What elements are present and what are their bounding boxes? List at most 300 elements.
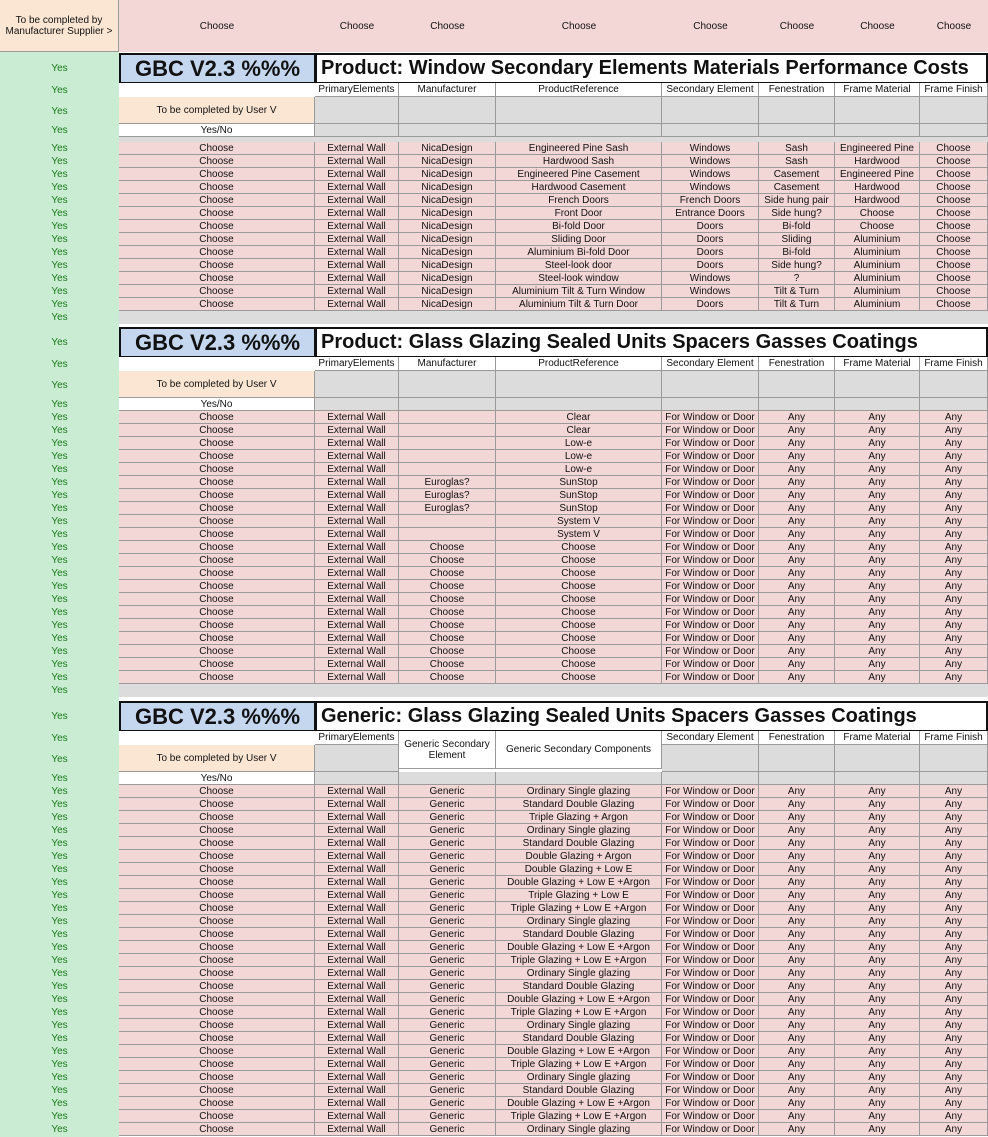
include-dropdown[interactable]: Choose [119,671,315,684]
include-dropdown[interactable]: Choose [119,502,315,515]
data-cell: External Wall [315,233,399,246]
yes-no-label: Yes/No [119,124,315,137]
choose-dropdown[interactable]: Choose [315,0,399,52]
data-cell: For Window or Door [662,554,759,567]
data-cell: Choose [496,658,662,671]
header-grey-cell [920,97,988,124]
include-dropdown[interactable]: Choose [119,437,315,450]
data-cell: Any [920,941,988,954]
include-dropdown[interactable]: Choose [119,463,315,476]
yes-cell: Yes [51,105,68,117]
include-dropdown[interactable]: Choose [119,902,315,915]
data-cell: For Window or Door [662,437,759,450]
data-cell: For Window or Door [662,954,759,967]
column-header: Manufacturer [399,357,496,371]
yes-cell: Yes [51,451,68,462]
yes-cell: Yes [51,208,68,219]
include-dropdown[interactable]: Choose [119,181,315,194]
data-cell: For Window or Door [662,489,759,502]
data-cell: Hardwood [835,194,920,207]
data-cell: Choose [920,207,988,220]
data-cell: Any [835,954,920,967]
include-dropdown[interactable]: Choose [119,528,315,541]
include-dropdown[interactable]: Choose [119,837,315,850]
data-cell: Choose [920,272,988,285]
data-cell: Any [759,941,835,954]
yes-cell: Yes [51,825,68,836]
yes-cell: Yes [51,903,68,914]
data-cell: Engineered Pine Casement [496,168,662,181]
include-dropdown[interactable]: Choose [119,645,315,658]
data-cell: Choose [399,632,496,645]
include-dropdown[interactable]: Choose [119,476,315,489]
include-dropdown[interactable]: Choose [119,1071,315,1084]
data-cell: Any [920,1006,988,1019]
data-cell: Generic [399,1058,496,1071]
include-dropdown[interactable]: Choose [119,272,315,285]
data-cell: For Window or Door [662,915,759,928]
data-cell: Choose [399,580,496,593]
data-cell: Any [759,824,835,837]
data-cell: Any [759,1084,835,1097]
include-dropdown[interactable]: Choose [119,1110,315,1123]
data-cell: Hardwood Sash [496,155,662,168]
blank-cell [119,83,315,97]
data-cell: Ordinary Single glazing [496,915,662,928]
data-cell: Any [835,1071,920,1084]
data-cell: Double Glazing + Low E +Argon [496,876,662,889]
include-dropdown[interactable]: Choose [119,1045,315,1058]
data-cell: Side hung? [759,207,835,220]
data-cell: For Window or Door [662,1058,759,1071]
include-dropdown[interactable]: Choose [119,863,315,876]
data-cell: External Wall [315,285,399,298]
yes-no-label: Yes/No [119,772,315,785]
data-cell: External Wall [315,915,399,928]
data-cell: Any [759,1097,835,1110]
data-cell: Any [920,1123,988,1136]
data-cell: Choose [496,554,662,567]
yes-cell: Yes [51,838,68,849]
data-cell: Choose [496,671,662,684]
data-cell: External Wall [315,1032,399,1045]
data-cell: Tilt & Turn [759,285,835,298]
yes-cell: Yes [51,516,68,527]
data-cell: Any [759,424,835,437]
include-dropdown[interactable]: Choose [119,233,315,246]
yes-cell: Yes [51,438,68,449]
header-grey-cell [496,772,662,785]
data-cell: For Window or Door [662,502,759,515]
yes-cell: Yes [51,195,68,206]
data-cell: Any [835,1032,920,1045]
include-dropdown[interactable]: Choose [119,567,315,580]
data-cell: Clear [496,411,662,424]
data-cell: Any [920,541,988,554]
data-cell: Any [835,1110,920,1123]
data-cell: Bi-fold [759,246,835,259]
yes-cell: Yes [51,234,68,245]
data-cell: Generic [399,967,496,980]
data-cell: For Window or Door [662,889,759,902]
include-dropdown[interactable]: Choose [119,941,315,954]
data-cell: NicaDesign [399,181,496,194]
data-cell: Entrance Doors [662,207,759,220]
data-cell: External Wall [315,798,399,811]
column-header: Fenestration [759,83,835,97]
data-cell: Any [835,1019,920,1032]
data-cell: External Wall [315,142,399,155]
data-cell: External Wall [315,437,399,450]
data-cell: Any [920,554,988,567]
data-cell: Ordinary Single glazing [496,1123,662,1136]
data-cell: Sliding [759,233,835,246]
data-cell: Any [835,811,920,824]
data-cell: External Wall [315,980,399,993]
include-dropdown[interactable]: Choose [119,1058,315,1071]
data-cell: Generic [399,876,496,889]
include-dropdown[interactable]: Choose [119,142,315,155]
header-grey-cell [315,398,399,411]
data-cell: Any [759,928,835,941]
include-dropdown[interactable]: Choose [119,593,315,606]
data-cell: French Doors [496,194,662,207]
include-dropdown[interactable]: Choose [119,980,315,993]
yes-cell: Yes [51,156,68,167]
data-cell: Choose [920,181,988,194]
yes-cell: Yes [51,799,68,810]
header-grey-cell [662,772,759,785]
include-dropdown[interactable]: Choose [119,207,315,220]
include-dropdown[interactable]: Choose [119,824,315,837]
choose-dropdown[interactable]: Choose [759,0,835,52]
data-cell: Any [759,785,835,798]
data-cell: Generic [399,824,496,837]
data-cell: Choose [399,541,496,554]
data-cell [399,437,496,450]
data-cell [399,450,496,463]
include-dropdown[interactable]: Choose [119,155,315,168]
data-cell: Any [920,863,988,876]
yes-no-label: Yes/No [119,398,315,411]
data-cell: Any [835,824,920,837]
yes-cell: Yes [51,260,68,271]
data-cell: Sliding Door [496,233,662,246]
header-grey-cell [662,371,759,398]
data-cell: Any [835,915,920,928]
yes-cell: Yes [51,399,68,410]
data-cell: Low-e [496,450,662,463]
choose-dropdown[interactable]: Choose [496,0,662,52]
data-cell: NicaDesign [399,259,496,272]
user-label: To be completed by User V [119,371,315,398]
yes-cell: Yes [51,711,68,722]
data-cell: Aluminium [835,298,920,311]
data-cell: Any [920,1045,988,1058]
header-grey-cell [496,371,662,398]
include-dropdown[interactable]: Choose [119,658,315,671]
data-cell: System V [496,515,662,528]
data-cell: Any [920,567,988,580]
include-dropdown[interactable]: Choose [119,1123,315,1136]
choose-dropdown[interactable]: Choose [835,0,920,52]
data-cell: NicaDesign [399,142,496,155]
choose-dropdown[interactable]: Choose [920,0,988,52]
yes-cell: Yes [51,1007,68,1018]
include-dropdown[interactable]: Choose [119,785,315,798]
supplier-label: To be completed by Manufacturer Supplier > [0,0,119,52]
data-cell: External Wall [315,580,399,593]
data-cell: Low-e [496,437,662,450]
data-cell: External Wall [315,863,399,876]
data-cell: Doors [662,246,759,259]
data-cell: External Wall [315,489,399,502]
data-cell: External Wall [315,593,399,606]
include-dropdown[interactable]: Choose [119,1019,315,1032]
data-cell: External Wall [315,1019,399,1032]
data-cell: Any [920,658,988,671]
data-cell: Choose [920,220,988,233]
include-dropdown[interactable]: Choose [119,168,315,181]
data-cell: External Wall [315,220,399,233]
data-cell: Hardwood Casement [496,181,662,194]
include-dropdown[interactable]: Choose [119,246,315,259]
yes-cell: Yes [51,412,68,423]
yes-cell: Yes [51,286,68,297]
yes-cell: Yes [51,659,68,670]
choose-dropdown[interactable]: Choose [662,0,759,52]
data-cell: Generic [399,954,496,967]
include-dropdown[interactable]: Choose [119,489,315,502]
data-cell: Any [759,411,835,424]
yes-cell: Yes [51,503,68,514]
data-cell: Choose [496,593,662,606]
data-cell: Choose [920,194,988,207]
data-cell: For Window or Door [662,1123,759,1136]
data-cell: SunStop [496,489,662,502]
data-cell: For Window or Door [662,450,759,463]
data-cell: External Wall [315,411,399,424]
data-cell: Triple Glazing + Low E +Argon [496,902,662,915]
gbc-version-badge: GBC V2.3 %%% [119,53,316,84]
include-dropdown[interactable]: Choose [119,993,315,1006]
data-cell: External Wall [315,645,399,658]
data-cell: External Wall [315,1123,399,1136]
data-cell: Any [835,1097,920,1110]
data-cell: Any [920,785,988,798]
data-cell: Any [835,1058,920,1071]
include-dropdown[interactable]: Choose [119,915,315,928]
header-grey-cell [662,745,759,772]
include-dropdown[interactable]: Choose [119,298,315,311]
data-cell: Any [835,671,920,684]
data-cell: Any [920,967,988,980]
data-cell: Any [920,645,988,658]
data-cell: Any [759,954,835,967]
data-cell: Choose [496,632,662,645]
include-dropdown[interactable]: Choose [119,889,315,902]
include-dropdown[interactable]: Choose [119,1006,315,1019]
data-cell: Any [835,580,920,593]
data-cell: NicaDesign [399,220,496,233]
data-cell: Any [759,1058,835,1071]
include-dropdown[interactable]: Choose [119,259,315,272]
user-label: To be completed by User V [119,745,315,772]
data-cell: Any [920,1084,988,1097]
include-dropdown[interactable]: Choose [119,541,315,554]
data-cell: Any [920,915,988,928]
data-cell: NicaDesign [399,155,496,168]
include-dropdown[interactable]: Choose [119,580,315,593]
data-cell: Generic [399,811,496,824]
yes-cell: Yes [51,555,68,566]
data-cell: Ordinary Single glazing [496,1019,662,1032]
data-cell: Any [759,915,835,928]
data-cell: Generic [399,785,496,798]
data-cell: Any [759,1019,835,1032]
data-cell: Any [920,515,988,528]
header-grey-cell [759,124,835,137]
data-cell: External Wall [315,941,399,954]
include-dropdown[interactable]: Choose [119,411,315,424]
data-cell: Double Glazing + Low E +Argon [496,941,662,954]
header-grey-cell [759,371,835,398]
choose-dropdown[interactable]: Choose [399,0,496,52]
data-cell: Any [759,1006,835,1019]
data-cell: Choose [496,645,662,658]
data-cell: Any [759,632,835,645]
include-dropdown[interactable]: Choose [119,798,315,811]
data-cell: Choose [496,541,662,554]
yes-cell: Yes [51,169,68,180]
include-dropdown[interactable]: Choose [119,619,315,632]
data-cell: NicaDesign [399,233,496,246]
include-dropdown[interactable]: Choose [119,554,315,567]
data-cell: Choose [399,554,496,567]
data-cell: Generic [399,915,496,928]
include-dropdown[interactable]: Choose [119,1097,315,1110]
data-cell: External Wall [315,876,399,889]
data-cell: For Window or Door [662,1071,759,1084]
column-header: ProductReference [496,83,662,97]
include-dropdown[interactable]: Choose [119,632,315,645]
data-cell: External Wall [315,928,399,941]
data-cell: Any [920,424,988,437]
data-cell: For Window or Door [662,785,759,798]
data-cell: Casement [759,181,835,194]
include-dropdown[interactable]: Choose [119,928,315,941]
include-dropdown[interactable]: Choose [119,606,315,619]
header-grey-cell [835,745,920,772]
include-dropdown[interactable]: Choose [119,1032,315,1045]
yes-cell: Yes [51,1033,68,1044]
data-cell: Any [920,811,988,824]
data-cell: Any [920,489,988,502]
data-cell: NicaDesign [399,207,496,220]
data-cell: Any [759,489,835,502]
include-dropdown[interactable]: Choose [119,1084,315,1097]
data-cell: Euroglas? [399,476,496,489]
include-dropdown[interactable]: Choose [119,285,315,298]
data-cell: Hardwood [835,155,920,168]
data-cell: Any [920,411,988,424]
data-cell: Any [759,811,835,824]
gbc-version-badge: GBC V2.3 %%% [119,701,316,732]
include-dropdown[interactable]: Choose [119,967,315,980]
include-dropdown[interactable]: Choose [119,811,315,824]
blank-cell [119,731,315,745]
data-cell: External Wall [315,606,399,619]
include-dropdown[interactable]: Choose [119,220,315,233]
column-header: Frame Material [835,83,920,97]
data-cell: Bi-fold Door [496,220,662,233]
data-cell: For Window or Door [662,837,759,850]
include-dropdown[interactable]: Choose [119,515,315,528]
data-cell: Any [835,437,920,450]
yes-cell: Yes [51,464,68,475]
data-cell: External Wall [315,194,399,207]
data-cell: Generic [399,798,496,811]
data-cell: Aluminium [835,246,920,259]
data-cell: Any [759,1123,835,1136]
data-cell: Any [759,541,835,554]
data-cell: External Wall [315,567,399,580]
yes-cell: Yes [51,358,68,370]
yes-cell: Yes [51,477,68,488]
yes-cell: Yes [51,620,68,631]
data-cell: Hardwood [835,181,920,194]
data-cell: External Wall [315,1097,399,1110]
yes-cell: Yes [51,247,68,258]
yes-cell: Yes [51,753,68,765]
include-dropdown[interactable]: Choose [119,194,315,207]
data-cell: Doors [662,220,759,233]
yes-cell: Yes [51,1072,68,1083]
include-dropdown[interactable]: Choose [119,424,315,437]
include-dropdown[interactable]: Choose [119,954,315,967]
choose-dropdown[interactable]: Choose [119,0,315,52]
data-cell: External Wall [315,528,399,541]
include-dropdown[interactable]: Choose [119,876,315,889]
data-cell: Any [920,902,988,915]
yes-cell: Yes [51,968,68,979]
include-dropdown[interactable]: Choose [119,850,315,863]
data-cell: NicaDesign [399,194,496,207]
data-cell: Doors [662,259,759,272]
yes-cell: Yes [51,125,68,136]
yes-cell: Yes [51,490,68,501]
data-cell: For Window or Door [662,1110,759,1123]
yes-cell: Yes [51,379,68,391]
data-cell: Choose [496,619,662,632]
yes-cell: Yes [51,425,68,436]
column-header: Fenestration [759,357,835,371]
data-cell: For Window or Door [662,463,759,476]
yes-cell: Yes [51,1020,68,1031]
data-cell: Choose [920,233,988,246]
data-cell: Any [835,658,920,671]
data-cell: For Window or Door [662,632,759,645]
user-label: To be completed by User V [119,97,315,124]
data-cell: French Doors [662,194,759,207]
data-cell: Double Glazing + Low E +Argon [496,993,662,1006]
data-cell: Engineered Pine Sash [496,142,662,155]
yes-cell: Yes [51,312,68,323]
data-cell [399,411,496,424]
data-cell: Ordinary Single glazing [496,967,662,980]
data-cell: Any [759,1110,835,1123]
include-dropdown[interactable]: Choose [119,450,315,463]
